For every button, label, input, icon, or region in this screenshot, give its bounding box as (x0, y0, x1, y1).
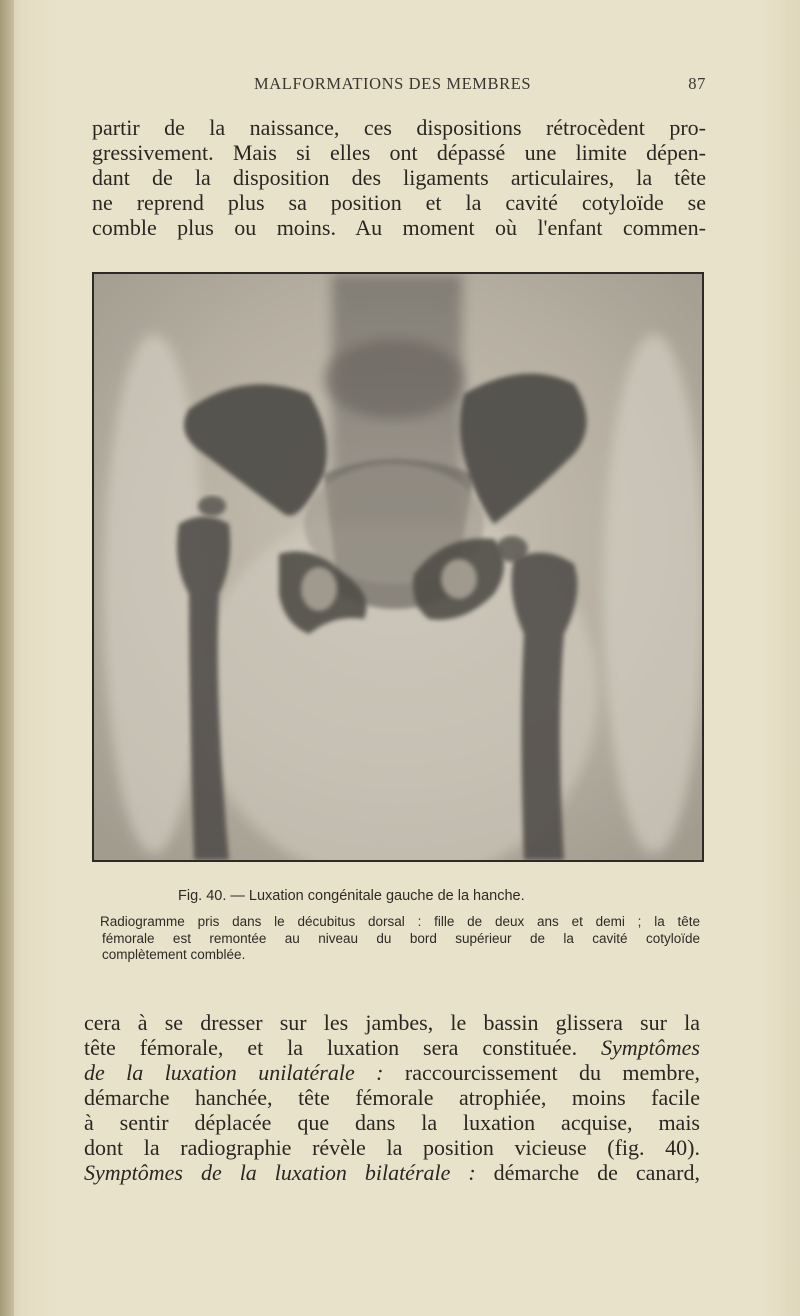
text-line: ne reprend plus sa position et la cavité cotyloïde se (92, 190, 706, 215)
caption-line: Radiogramme pris dans le décubitus dorsal : fille de deux ans et demi ; la tête (100, 914, 700, 929)
text-span: tête fémorale, et la luxation sera constituée. (84, 1035, 602, 1060)
text-line: démarche hanchée, tête fémorale atrophiée, moins facile (84, 1085, 700, 1110)
page-number: 87 (688, 74, 706, 93)
pelvis-radiograph-image (94, 274, 702, 860)
paragraph-top (92, 115, 706, 240)
text-line: à sentir déplacée que dans la luxation acquise, mais (84, 1110, 700, 1135)
caption-line: complètement comblée. (102, 947, 246, 962)
italic-heading: de la luxation unilatérale : (84, 1060, 384, 1085)
figure-title: Fig. 40. — Luxation congénitale gauche de la hanche. (178, 888, 525, 904)
text-line (84, 1035, 700, 1060)
text-span: raccourcissement du membre, (383, 1060, 700, 1085)
text-line: comble plus ou moins. Au moment où l'enfant commen- (92, 215, 706, 240)
text-span: démarche de canard, (475, 1160, 700, 1185)
text-line (84, 1160, 700, 1185)
paragraph-bottom (84, 1010, 700, 1185)
page-header (92, 74, 710, 96)
running-title: MALFORMATIONS DES MEMBRES (254, 74, 532, 93)
page-gutter (0, 0, 14, 1316)
text-line: dont la radiographie révèle la position vicieuse (fig. 40). (84, 1135, 700, 1160)
figure-caption (100, 914, 700, 964)
text-line: partir de la naissance, ces dispositions rétrocèdent pro- (92, 115, 706, 140)
text-line: gressivement. Mais si elles ont dépassé une limite dépen- (92, 140, 706, 165)
text-line: dant de la disposition des ligaments articulaires, la tête (92, 165, 706, 190)
text-line: cera à se dresser sur les jambes, le bassin glissera sur la (84, 1010, 700, 1035)
caption-line: fémorale est remontée au niveau du bord supérieur de la cavité cotyloïde (102, 930, 700, 946)
italic-heading: Symptômes (601, 1035, 700, 1060)
italic-heading: Symptômes de la luxation bilatérale : (84, 1160, 476, 1185)
radiograph-figure (92, 272, 704, 862)
text-line (84, 1060, 700, 1085)
